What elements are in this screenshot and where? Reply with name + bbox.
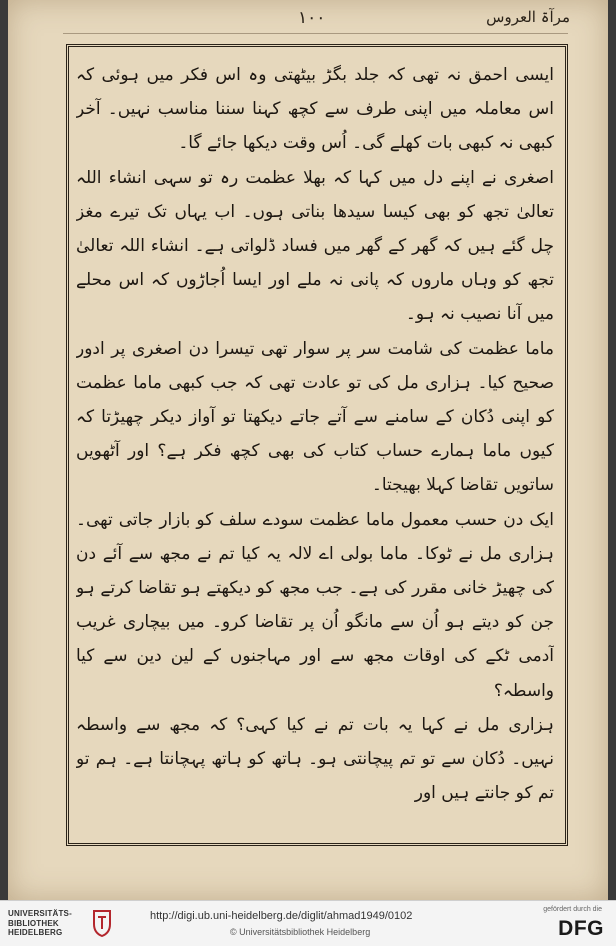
- scanned-page: [8, 0, 608, 900]
- university-name-line: UNIVERSITÄTS-: [8, 909, 72, 918]
- paragraph-5: ہزاری مل نے کہا یہ بات تم نے کیا کہی؟ کہ مجھ سے واسطہ نہیں۔ دُکان سے تو تم پیچانتی ہو۔ ہاتھ کو ہاتھ پہچانتا ہے۔ ہم تو تم کو جانتے ہیں اور: [76, 714, 554, 804]
- dfg-logo[interactable]: DFG: [558, 917, 604, 940]
- permalink-url[interactable]: http://digi.ub.uni-heidelberg.de/diglit/ahmad1949/0102: [150, 910, 413, 922]
- copyright-notice: © Universitätsbibliothek Heidelberg: [230, 927, 371, 937]
- heidelberg-crest-icon: [92, 909, 112, 937]
- paragraph-1: ایسی احمق نہ تھی کہ جلد بگڑ بیٹھتی وہ اس فکر میں ہوئی کہ اس معاملہ میں اپنی طرف سے کچھ کہنا سننا مناسب نہیں۔ آخر کبھی نہ کبھی بات کھلے گی۔ اُس وقت دیکھا جائے گا۔: [76, 65, 554, 154]
- university-name-line: HEIDELBERG: [8, 928, 63, 937]
- header-rule: [63, 33, 568, 34]
- body-text: [76, 58, 554, 828]
- university-logo[interactable]: [8, 909, 90, 939]
- university-name-line: BIBLIOTHEK: [8, 918, 59, 928]
- paragraph-2: اصغری نے اپنے دل میں کہا کہ بھلا عظمت رہ تو سہی انشاء اللہ تعالیٰ تجھ کو بھی کیسا سیدھا بناتی ہوں۔ اب یہاں تک تیرے مغز چل گئے ہیں کہ گھر کے گھر میں فساد ڈلواتی ہے۔ انشاء اللہ تعالیٰ تجھ کو وہاں ماروں کہ پانی نہ ملے اور ایسا اُجاڑوں کہ اس محلے میں آنا نصیب نہ ہو۔: [76, 167, 554, 325]
- paragraph-3: ماما عظمت کی شامت سر پر سوار تھی تیسرا دن اصغری پر ادور صحیح کیا۔ ہزاری مل کی تو عادت تھی کہ جب کبھی ماما عظمت کو اپنی دُکان کے سامنے سے آتے جاتے دیکھتا تو آواز دیکر چھیڑتا کہ کیوں ماما ہمارے حساب کتاب کی بھی کچھ فکر ہے؟ اور آٹھویں ساتویں تقاضا کہلا بھیجتا۔: [76, 338, 554, 496]
- page-number: ۱۰۰: [298, 8, 326, 28]
- running-header: مرآۃ العروس: [486, 8, 570, 26]
- funded-by-label: gefördert durch die: [543, 906, 602, 913]
- paragraph-4: ایک دن حسب معمول ماما عظمت سودے سلف کو بازار جاتی تھی۔ ہزاری مل نے ٹوکا۔ ماما بولی اے لالہ یہ کیا تم نے مجھ سے آئے دن کی چھیڑ خانی مقرر کی ہے۔ جب مجھ کو دیکھتے ہو تقاضا کرتے ہو جن کو دیتے ہو اُن سے مانگو اُن پر تقاضا کرو۔ میں بیچاری غریب آدمی ٹکے کی اوقات مجھ سے اور مہاجنوں کے لین دین سے کیا واسطہ؟: [76, 509, 554, 701]
- library-footer: [0, 900, 616, 946]
